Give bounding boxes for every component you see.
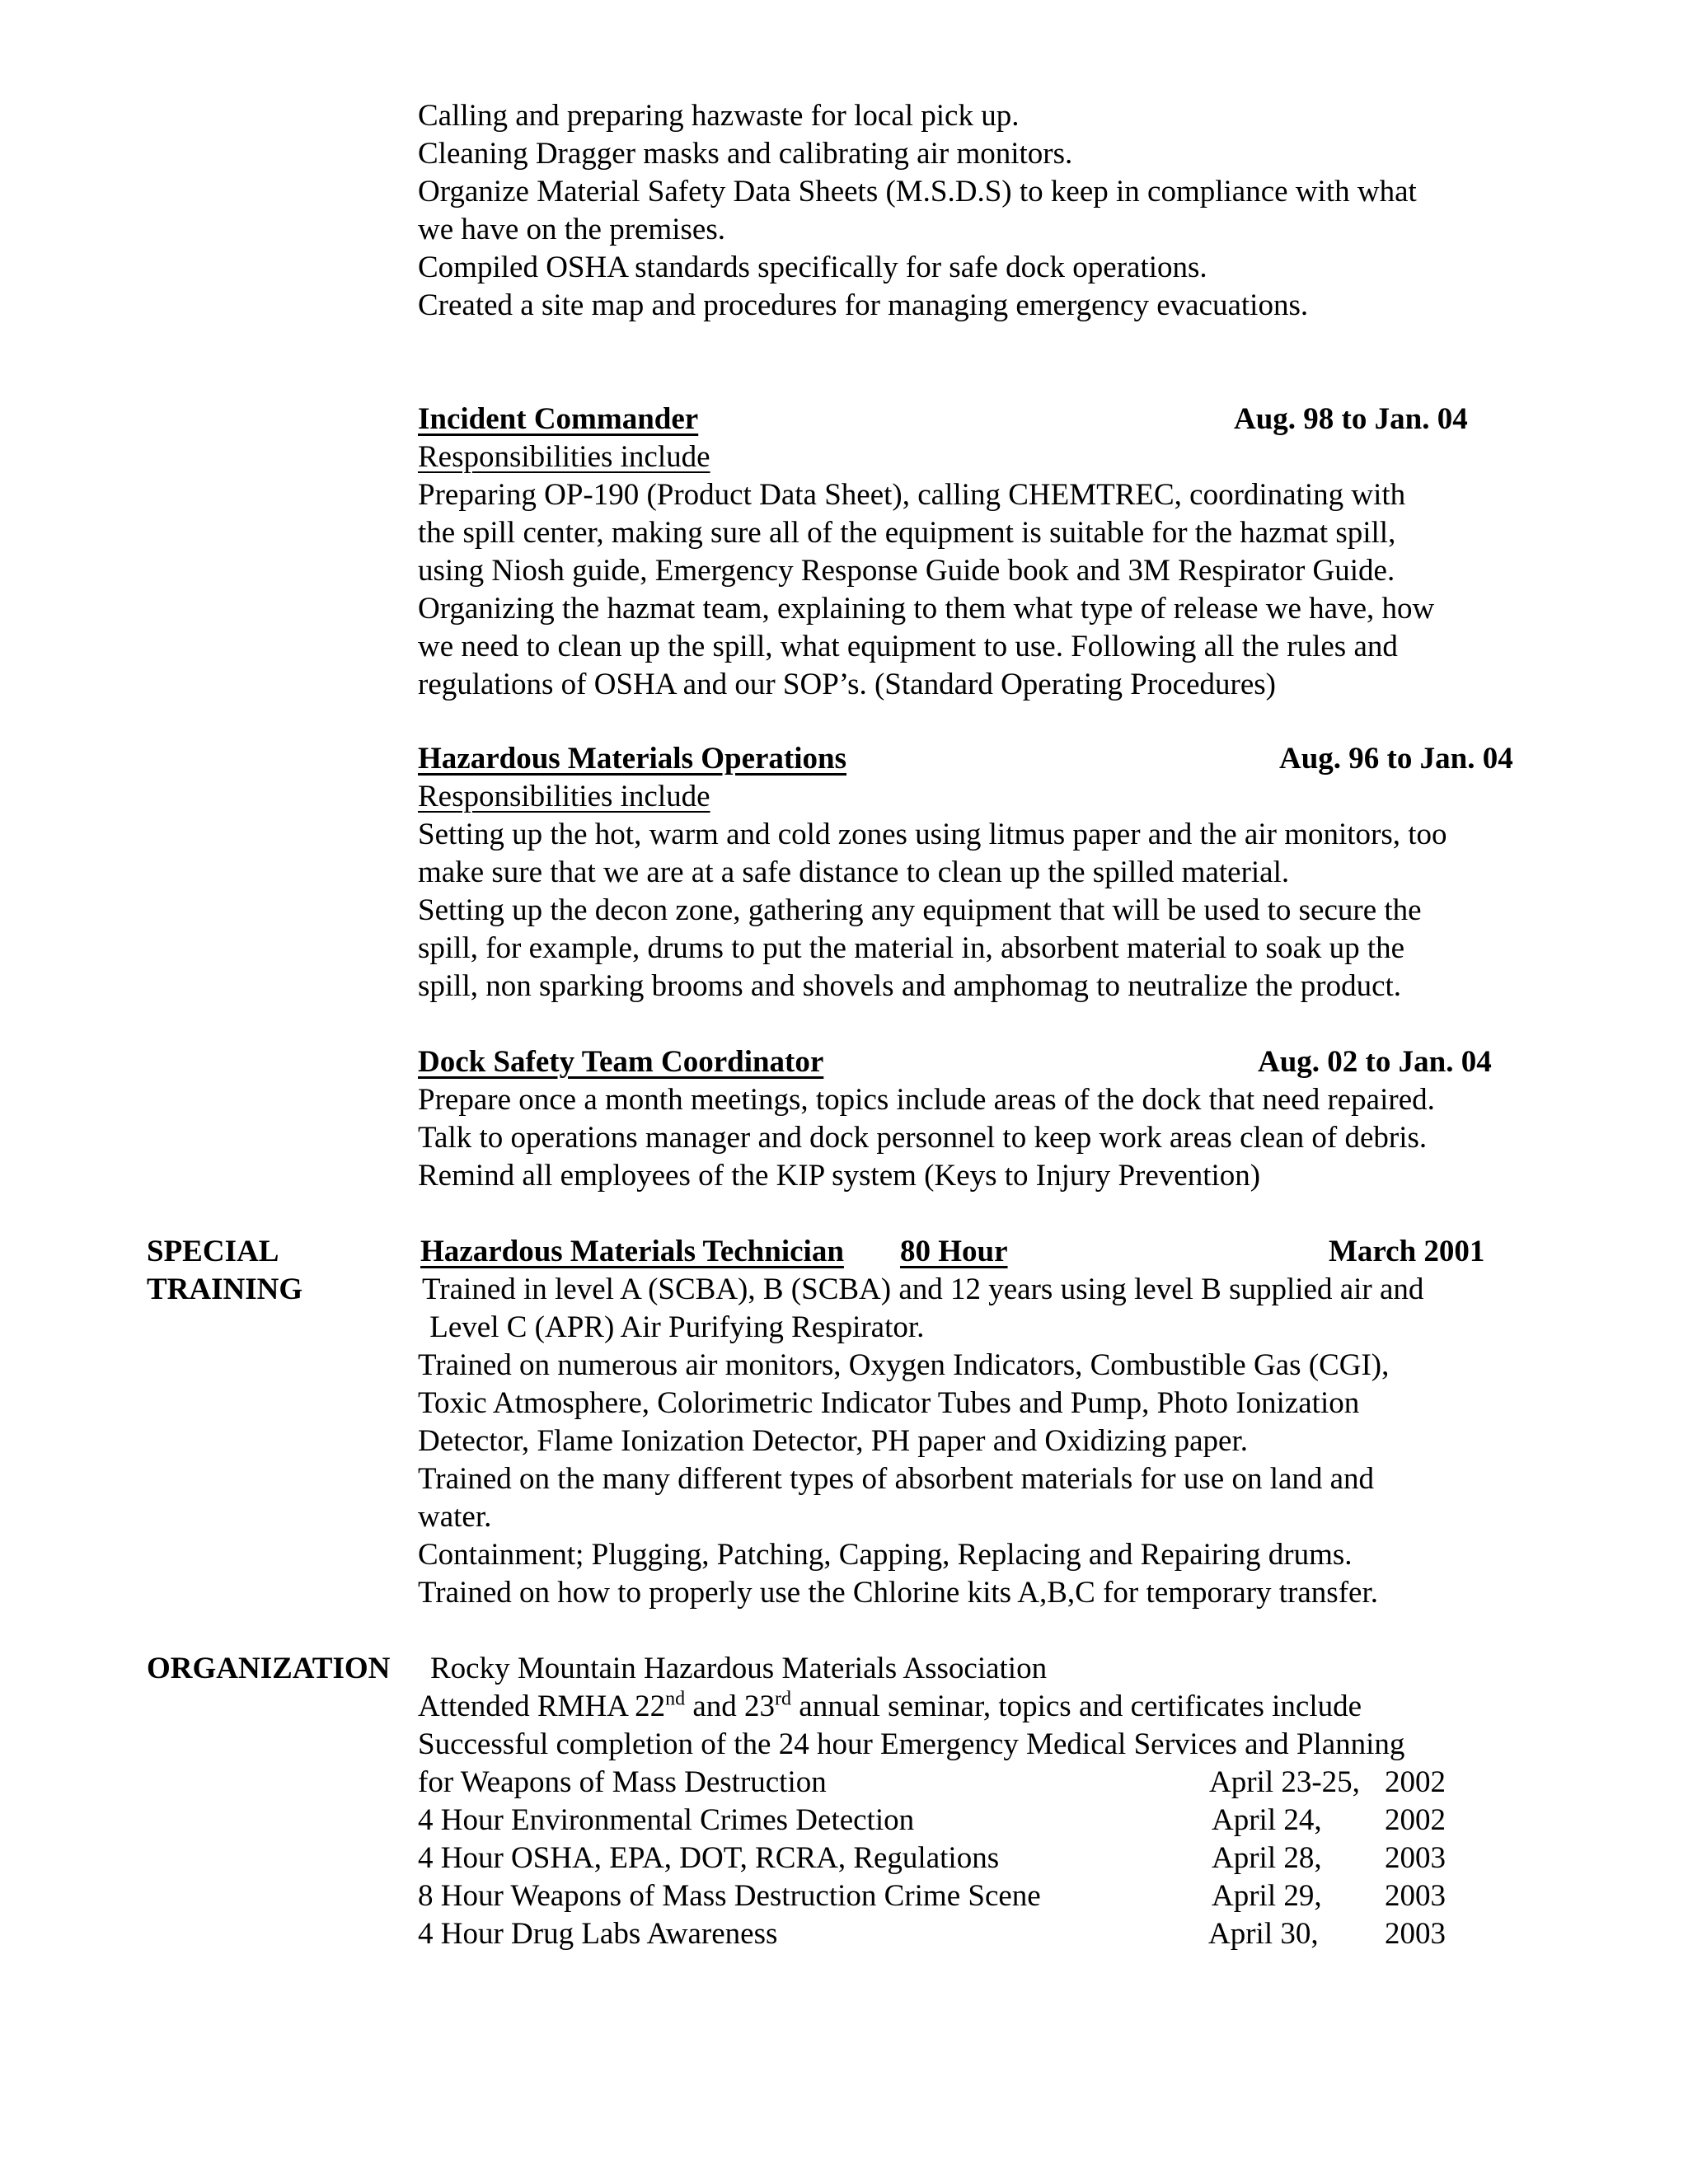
course-name: 8 Hour Weapons of Mass Destruction Crime Scene xyxy=(418,1879,1041,1913)
organization-line: Successful completion of the 24 hour Emergency Medical Services and Planning xyxy=(418,1727,1405,1761)
job-line: Organizing the hazmat team, explaining to them what type of release we have, how xyxy=(418,592,1435,626)
section-label-training: TRAINING xyxy=(147,1272,303,1306)
intro-line: Cleaning Dragger masks and calibrating air monitors. xyxy=(418,137,1073,171)
job-title-dock-safety: Dock Safety Team Coordinator xyxy=(418,1045,824,1079)
job-line: using Niosh guide, Emergency Response Guide book and 3M Respirator Guide. xyxy=(418,554,1395,588)
training-line: Level C (APR) Air Purifying Respirator. xyxy=(422,1310,925,1344)
course-year: 2002 xyxy=(1385,1803,1446,1837)
job-line: make sure that we are at a safe distance to clean up the spilled material. xyxy=(418,855,1290,889)
course-year: 2003 xyxy=(1385,1879,1446,1913)
course-year: 2003 xyxy=(1385,1917,1446,1951)
job-dates-dock-safety: Aug. 02 to Jan. 04 xyxy=(1258,1045,1492,1079)
training-line: Detector, Flame Ionization Detector, PH paper and Oxidizing paper. xyxy=(418,1424,1249,1458)
intro-line: Compiled OSHA standards specifically for safe dock operations. xyxy=(418,251,1207,284)
training-line: Trained in level A (SCBA), B (SCBA) and 12 years using level B supplied air and xyxy=(422,1272,1424,1306)
training-line: Toxic Atmosphere, Colorimetric Indicator Tubes and Pump, Photo Ionization xyxy=(418,1386,1360,1420)
job-dates-incident-commander: Aug. 98 to Jan. 04 xyxy=(1234,402,1468,436)
organization-attended: Attended RMHA 22nd and 23rd annual seminar, topics and certificates include xyxy=(418,1688,1362,1723)
course-name: 4 Hour OSHA, EPA, DOT, RCRA, Regulations xyxy=(418,1841,1000,1875)
job-line: Setting up the decon zone, gathering any equipment that will be used to secure the xyxy=(418,893,1422,927)
job-title-incident-commander: Incident Commander xyxy=(418,402,699,436)
training-title: Hazardous Materials Technician xyxy=(420,1235,844,1268)
intro-line: Created a site map and procedures for managing emergency evacuations. xyxy=(418,288,1309,322)
responsibilities-heading: Responsibilities include xyxy=(418,440,710,474)
job-line: Talk to operations manager and dock personnel to keep work areas clean of debris. xyxy=(418,1121,1428,1155)
training-hours: 80 Hour xyxy=(900,1235,1008,1268)
course-day: April 30, xyxy=(1208,1917,1319,1951)
course-day: April 24, xyxy=(1212,1803,1322,1837)
job-dates-hazmat-operations: Aug. 96 to Jan. 04 xyxy=(1279,742,1513,776)
section-label-organization: ORGANIZATION xyxy=(147,1652,391,1685)
course-day: April 29, xyxy=(1212,1879,1322,1913)
responsibilities-heading: Responsibilities include xyxy=(418,780,710,813)
job-line: the spill center, making sure all of the equipment is suitable for the hazmat spill, xyxy=(418,516,1396,550)
course-name: 4 Hour Environmental Crimes Detection xyxy=(418,1803,915,1837)
training-line: Containment; Plugging, Patching, Capping, Replacing and Repairing drums. xyxy=(418,1538,1353,1572)
job-title-hazmat-operations: Hazardous Materials Operations xyxy=(418,742,847,776)
course-day: April 28, xyxy=(1212,1841,1322,1875)
intro-line: we have on the premises. xyxy=(418,213,725,246)
intro-line: Organize Material Safety Data Sheets (M.S.D.S) to keep in compliance with what xyxy=(418,175,1417,209)
job-line: Setting up the hot, warm and cold zones using litmus paper and the air monitors, too xyxy=(418,818,1447,851)
training-date: March 2001 xyxy=(1329,1235,1485,1268)
course-year: 2002 xyxy=(1385,1765,1446,1799)
course-name: 4 Hour Drug Labs Awareness xyxy=(418,1917,778,1951)
job-line: we need to clean up the spill, what equipment to use. Following all the rules and xyxy=(418,630,1398,663)
job-line: spill, for example, drums to put the material in, absorbent material to soak up the xyxy=(418,931,1405,965)
intro-line: Calling and preparing hazwaste for local pick up. xyxy=(418,99,1020,133)
job-line: regulations of OSHA and our SOP’s. (Standard Operating Procedures) xyxy=(418,668,1276,701)
section-label-special: SPECIAL xyxy=(147,1235,279,1268)
organization-name: Rocky Mountain Hazardous Materials Association xyxy=(430,1652,1048,1685)
job-line: spill, non sparking brooms and shovels and amphomag to neutralize the product. xyxy=(418,969,1402,1003)
course-year: 2003 xyxy=(1385,1841,1446,1875)
job-line: Prepare once a month meetings, topics include areas of the dock that need repaired. xyxy=(418,1083,1435,1117)
training-line: Trained on numerous air monitors, Oxygen Indicators, Combustible Gas (CGI), xyxy=(418,1348,1390,1382)
course-name: for Weapons of Mass Destruction xyxy=(418,1765,827,1799)
course-day: April 23-25, xyxy=(1209,1765,1360,1799)
training-line: water. xyxy=(418,1500,492,1534)
training-line: Trained on the many different types of absorbent materials for use on land and xyxy=(418,1462,1375,1496)
job-line: Remind all employees of the KIP system (Keys to Injury Prevention) xyxy=(418,1159,1261,1193)
job-line: Preparing OP-190 (Product Data Sheet), calling CHEMTREC, coordinating with xyxy=(418,478,1406,512)
training-line: Trained on how to properly use the Chlorine kits A,B,C for temporary transfer. xyxy=(418,1576,1378,1610)
